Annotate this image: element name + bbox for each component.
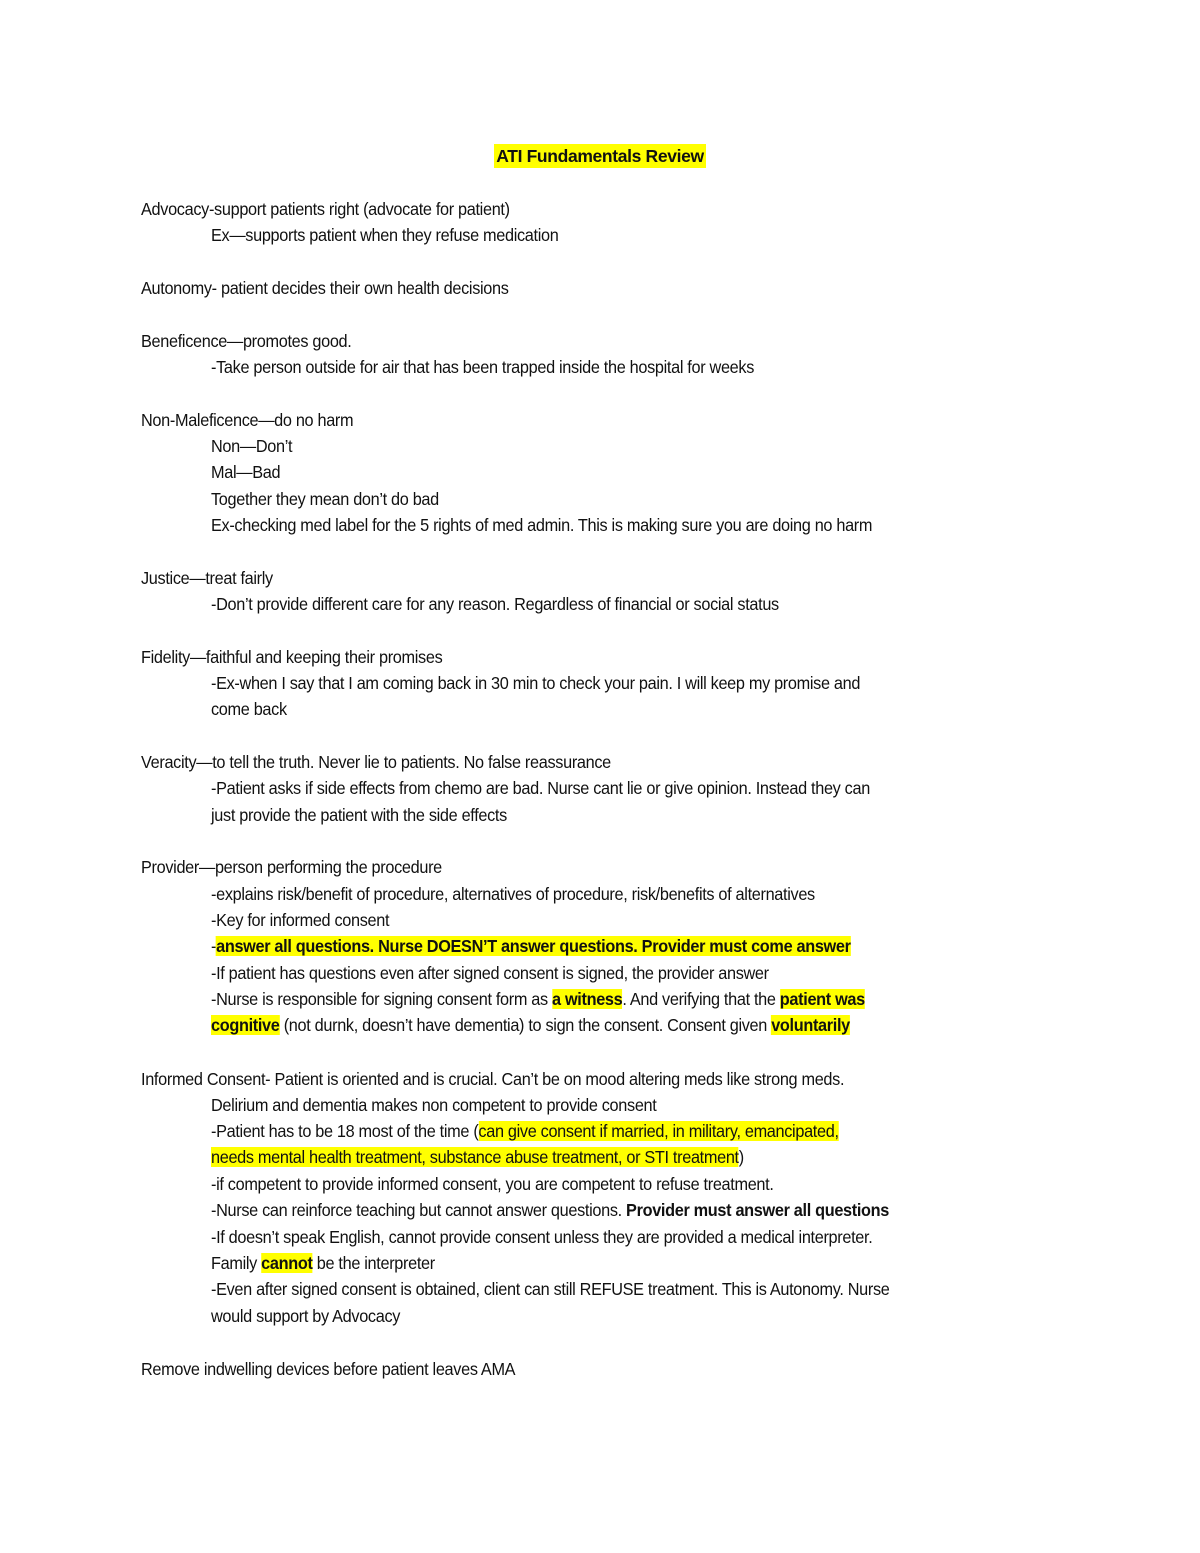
- section-line: [211, 672, 909, 694]
- section-line-highlighted: [211, 935, 899, 957]
- highlighted-bold-text: patient was: [779, 989, 865, 1009]
- line-text: -If doesn’t speak English, cannot provide consent unless they are provided a medical interpreter.: [211, 1227, 873, 1247]
- section-line: [211, 988, 914, 1010]
- highlighted-bold-text: answer all questions. Nurse DOESN’T answer questions. Provider must come answer: [216, 936, 851, 956]
- line-text: -Don’t provide different care for any reason. Regardless of financial or social status: [211, 594, 779, 614]
- section-line: [211, 1094, 690, 1116]
- heading-text: Beneficence—promotes good.: [141, 331, 352, 351]
- section-line: [211, 804, 529, 826]
- section-line: [211, 593, 822, 615]
- section-line: [211, 488, 456, 510]
- line-text: Non—Don’t: [211, 436, 293, 456]
- section-heading-beneficence: [141, 330, 367, 352]
- bold-text: Provider must answer all questions: [626, 1200, 890, 1220]
- section-line: [211, 1278, 941, 1300]
- section-line: [211, 962, 811, 984]
- section-line: [211, 909, 403, 931]
- line-text: -explains risk/benefit of procedure, alternatives of procedure, risk/benefits of alternatives: [211, 884, 815, 904]
- line-text: -Patient has to be 18 most of the time (: [211, 1121, 479, 1141]
- section-line: [211, 1120, 886, 1142]
- section-heading-provider: [141, 856, 465, 878]
- section-line: [211, 1146, 784, 1168]
- line-text: would support by Advocacy: [211, 1306, 401, 1326]
- section-line: [211, 356, 795, 378]
- section-line: [211, 1226, 922, 1248]
- line-text: -If patient has questions even after signed consent is signed, the provider answer: [211, 963, 769, 983]
- section-line: [211, 777, 920, 799]
- section-line: [211, 1173, 816, 1195]
- line-text: -Ex-when I say that I am coming back in 30 min to check your pain. I will keep my promise and: [211, 673, 861, 693]
- line-text: -Even after signed consent is obtained, client can still REFUSE treatment. This is Autonomy. Nurse: [211, 1279, 890, 1299]
- line-text: be the interpreter: [312, 1253, 435, 1273]
- section-heading-veracity: [141, 751, 646, 773]
- heading-text: Autonomy- patient decides their own health decisions: [141, 278, 509, 298]
- line-text: Delirium and dementia makes non competent to provide consent: [211, 1095, 657, 1115]
- document-title: [0, 145, 1200, 167]
- heading-text: Non-Maleficence—do no harm: [141, 410, 354, 430]
- highlighted-text: needs mental health treatment, substance abuse treatment, or STI treatment: [211, 1147, 739, 1167]
- line-text: . And verifying that the: [622, 989, 780, 1009]
- section-line: [211, 698, 292, 720]
- line-text: -Nurse can reinforce teaching but cannot answer questions.: [211, 1200, 627, 1220]
- line-text: Family: [211, 1253, 262, 1273]
- heading-text: Provider—person performing the procedure: [141, 857, 442, 877]
- heading-text: Veracity—to tell the truth. Never lie to patients. No false reassurance: [141, 752, 611, 772]
- section-line: [211, 1252, 452, 1274]
- section-heading-remove-devices: [141, 1358, 543, 1380]
- section-heading-informed-consent: [141, 1068, 897, 1090]
- heading-text: Informed Consent- Patient is oriented and is crucial. Can’t be on mood altering meds like strong meds.: [141, 1069, 845, 1089]
- line-text: -Patient asks if side effects from chemo are bad. Nurse cant lie or give opinion. Instead they can: [211, 778, 870, 798]
- highlighted-bold-text: cognitive: [211, 1015, 280, 1035]
- title-highlight: ATI Fundamentals Review: [496, 146, 704, 166]
- section-heading-non-maleficence: [141, 409, 369, 431]
- section-line: [211, 1305, 414, 1327]
- section-line: [211, 514, 922, 536]
- section-line: [211, 435, 298, 457]
- line-text: -Nurse is responsible for signing consent form as: [211, 989, 553, 1009]
- line-text: -: [211, 936, 217, 956]
- line-text: Ex—supports patient when they refuse medication: [211, 225, 559, 245]
- heading-text: Justice—treat fairly: [141, 568, 273, 588]
- highlighted-bold-text: voluntarily: [771, 1015, 850, 1035]
- line-text: -Take person outside for air that has been trapped inside the hospital for weeks: [211, 357, 755, 377]
- line-text: -if competent to provide informed consent, you are competent to refuse treatment.: [211, 1174, 774, 1194]
- heading-text: Remove indwelling devices before patient leaves AMA: [141, 1359, 516, 1379]
- line-text: (not durnk, doesn’t have dementia) to sign the consent. Consent given: [279, 1015, 772, 1035]
- line-text: Ex-checking med label for the 5 rights of med admin. This is making sure you are doing no harm: [211, 515, 873, 535]
- section-line: [211, 1199, 940, 1221]
- section-heading-fidelity: [141, 646, 465, 668]
- section-heading-justice: [141, 567, 283, 589]
- section-line: [211, 1014, 898, 1036]
- heading-text: Fidelity—faithful and keeping their promises: [141, 647, 443, 667]
- line-text: ): [738, 1147, 744, 1167]
- section-line: [211, 883, 860, 905]
- section-heading-advocacy: [141, 198, 537, 220]
- line-text: just provide the patient with the side effects: [211, 805, 507, 825]
- highlighted-text: can give consent if married, in military, emancipated,: [478, 1121, 839, 1141]
- line-text: Together they mean don’t do bad: [211, 489, 439, 509]
- highlighted-bold-text: cannot: [261, 1253, 313, 1273]
- section-line: [211, 461, 285, 483]
- line-text: Mal—Bad: [211, 462, 281, 482]
- line-text: come back: [211, 699, 287, 719]
- line-text: -Key for informed consent: [211, 910, 390, 930]
- section-line: [211, 224, 585, 246]
- heading-text: Advocacy-support patients right (advocate for patient): [141, 199, 510, 219]
- section-heading-autonomy: [141, 277, 536, 299]
- highlighted-bold-text: a witness: [552, 989, 623, 1009]
